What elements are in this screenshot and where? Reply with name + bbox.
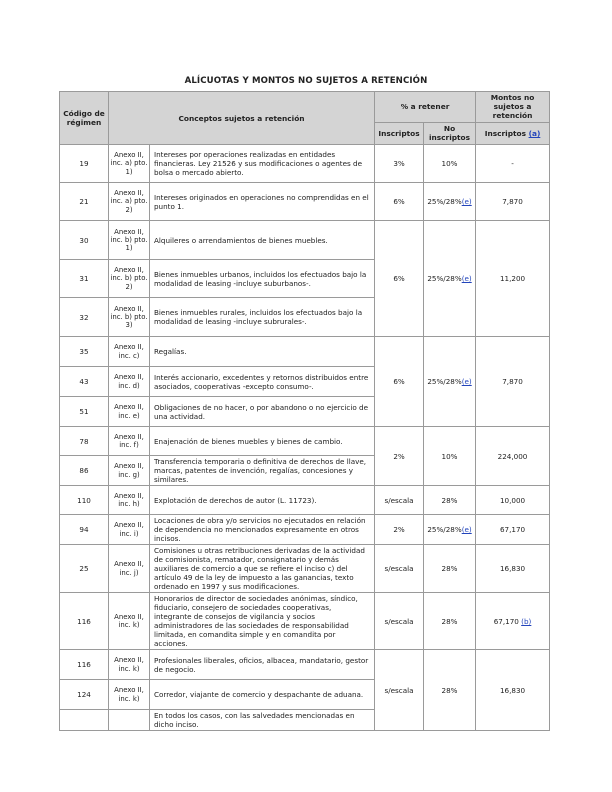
row-no-inscriptos: 10%	[424, 427, 476, 486]
row-monto	[476, 593, 550, 650]
row-no-inscriptos: 28%	[424, 545, 476, 593]
row-concept: En todos los casos, con las salvedades mencionadas en dicho inciso.	[150, 710, 375, 731]
row-code: 110	[60, 486, 109, 515]
row-no-inscriptos-value: 25%/28%	[427, 525, 462, 534]
row-code: 116	[60, 593, 109, 650]
row-monto: 10,000	[476, 486, 550, 515]
header-codigo: Código de régimen	[60, 92, 109, 145]
row-monto: 16,830	[476, 545, 550, 593]
row-inciso: Anexo II, inc. k)	[109, 593, 150, 650]
row-inciso: Anexo II, inc. k)	[109, 650, 150, 680]
row-code: 86	[60, 456, 109, 486]
header-montos-inscriptos-label: Inscriptos	[484, 128, 526, 138]
row-code: 35	[60, 337, 109, 367]
header-conceptos: Conceptos sujetos a retención	[109, 92, 375, 145]
row-no-inscriptos: 28%	[424, 650, 476, 731]
row-inciso: Anexo II, inc. b) pto. 2)	[109, 260, 150, 298]
row-inscriptos: 2%	[375, 427, 424, 486]
row-concept: Bienes inmuebles rurales, incluidos los efectuados bajo la modalidad de leasing -incluye subrurales-.	[150, 298, 375, 337]
row-no-inscriptos	[424, 183, 476, 221]
row-inciso: Anexo II, inc. g)	[109, 456, 150, 486]
row-no-inscriptos-value: 25%/28%	[427, 377, 462, 386]
row-inscriptos: s/escala	[375, 650, 424, 731]
row-inciso: Anexo II, inc. i)	[109, 515, 150, 545]
row-concept: Honorarios de director de sociedades anónimas, síndico, fiduciario, consejero de sociedades cooperativas, integrante de consejos de vigilancia y socios administradores de las sociedades de responsabilidad limitada, en comandita simple y en comandita por acciones.	[150, 593, 375, 650]
row-concept: Bienes inmuebles urbanos, incluidos los efectuados bajo la modalidad de leasing -incluye suburbanos-.	[150, 260, 375, 298]
row-no-inscriptos-value: 25%/28%	[427, 274, 462, 283]
page-title: ALÍCUOTAS Y MONTOS NO SUJETOS A RETENCIÓN	[184, 76, 428, 86]
row-code	[60, 710, 109, 731]
row-inciso: Anexo II, inc. d)	[109, 367, 150, 397]
row-concept: Intereses por operaciones realizadas en entidades financieras. Ley 21526 y sus modificaciones o agentes de bolsa o mercado abierto.	[150, 145, 375, 183]
row-code: 51	[60, 397, 109, 427]
row-no-inscriptos: 10%	[424, 145, 476, 183]
footnote-link-a[interactable]: (a)	[528, 128, 541, 138]
row-concept: Enajenación de bienes muebles y bienes de cambio.	[150, 427, 375, 456]
row-inscriptos: 2%	[375, 515, 424, 545]
row-no-inscriptos	[424, 337, 476, 427]
row-inscriptos: 3%	[375, 145, 424, 183]
row-monto-value: 67,170	[493, 616, 519, 626]
header-montos-inscriptos	[476, 122, 550, 144]
row-concept: Obligaciones de no hacer, o por abandono o no ejercicio de una actividad.	[150, 397, 375, 427]
row-concept: Interés accionario, excedentes y retornos distribuidos entre asociados, cooperativas -excepto consumo-.	[150, 367, 375, 397]
footnote-link-e[interactable]: (e)	[461, 377, 472, 386]
retention-table	[59, 91, 550, 731]
row-inciso: Anexo II, inc. a) pto. 2)	[109, 183, 150, 221]
header-pct: % a retener	[375, 92, 476, 123]
row-code: 30	[60, 221, 109, 260]
row-monto: 16,830	[476, 650, 550, 731]
row-monto: 224,000	[476, 427, 550, 486]
footnote-link-e[interactable]: (e)	[461, 197, 472, 206]
row-inciso: Anexo II, inc. k)	[109, 680, 150, 710]
row-concept: Alquileres o arrendamientos de bienes muebles.	[150, 221, 375, 260]
row-inciso: Anexo II, inc. f)	[109, 427, 150, 456]
row-no-inscriptos	[424, 515, 476, 545]
row-monto: -	[476, 145, 550, 183]
row-code: 19	[60, 145, 109, 183]
header-no-inscriptos: No inscriptos	[424, 122, 476, 144]
row-code: 31	[60, 260, 109, 298]
footnote-link-e[interactable]: (e)	[461, 274, 472, 283]
row-concept: Profesionales liberales, oficios, albacea, mandatario, gestor de negocio.	[150, 650, 375, 680]
row-no-inscriptos: 28%	[424, 593, 476, 650]
row-concept: Intereses originados en operaciones no comprendidas en el punto 1.	[150, 183, 375, 221]
row-concept: Comisiones u otras retribuciones derivadas de la actividad de comisionista, rematador, consignatario y demás auxiliares de comercio a que se refiere el inciso c) del artículo 49 de la ley de impuesto a las ganancias, texto ordenado en 1997 y sus modificaciones.	[150, 545, 375, 593]
row-inciso: Anexo II, inc. b) pto. 3)	[109, 298, 150, 337]
row-monto: 7,870	[476, 337, 550, 427]
row-no-inscriptos: 28%	[424, 486, 476, 515]
row-inciso: Anexo II, inc. b) pto. 1)	[109, 221, 150, 260]
row-inciso: Anexo II, inc. h)	[109, 486, 150, 515]
row-concept: Locaciones de obra y/o servicios no ejecutados en relación de dependencia no mencionados expresamente en otros incisos.	[150, 515, 375, 545]
row-concept: Corredor, viajante de comercio y despachante de aduana.	[150, 680, 375, 710]
row-no-inscriptos-value: 25%/28%	[427, 197, 462, 206]
row-concept: Regalías.	[150, 337, 375, 367]
row-inscriptos: 6%	[375, 221, 424, 337]
row-code: 116	[60, 650, 109, 680]
row-inscriptos: 6%	[375, 183, 424, 221]
header-montos: Montos no sujetos a retención	[476, 92, 550, 123]
row-code: 94	[60, 515, 109, 545]
row-monto: 67,170	[476, 515, 550, 545]
row-code: 32	[60, 298, 109, 337]
row-inciso	[109, 710, 150, 731]
row-code: 21	[60, 183, 109, 221]
row-code: 25	[60, 545, 109, 593]
row-no-inscriptos	[424, 221, 476, 337]
row-monto: 11,200	[476, 221, 550, 337]
row-inscriptos: 6%	[375, 337, 424, 427]
row-code: 78	[60, 427, 109, 456]
row-inscriptos: s/escala	[375, 593, 424, 650]
footnote-link-e[interactable]: (e)	[461, 525, 472, 534]
row-inciso: Anexo II, inc. c)	[109, 337, 150, 367]
row-inscriptos: s/escala	[375, 545, 424, 593]
header-inscriptos: Inscriptos	[375, 122, 424, 144]
row-inscriptos: s/escala	[375, 486, 424, 515]
footnote-link-b[interactable]: (b)	[521, 616, 532, 626]
row-inciso: Anexo II, inc. j)	[109, 545, 150, 593]
row-concept: Explotación de derechos de autor (L. 11723).	[150, 486, 375, 515]
row-code: 124	[60, 680, 109, 710]
row-concept: Transferencia temporaria o definitiva de derechos de llave, marcas, patentes de invención, regalías, concesiones y similares.	[150, 456, 375, 486]
row-inciso: Anexo II, inc. a) pto. 1)	[109, 145, 150, 183]
row-code: 43	[60, 367, 109, 397]
row-monto: 7,870	[476, 183, 550, 221]
row-inciso: Anexo II, inc. e)	[109, 397, 150, 427]
